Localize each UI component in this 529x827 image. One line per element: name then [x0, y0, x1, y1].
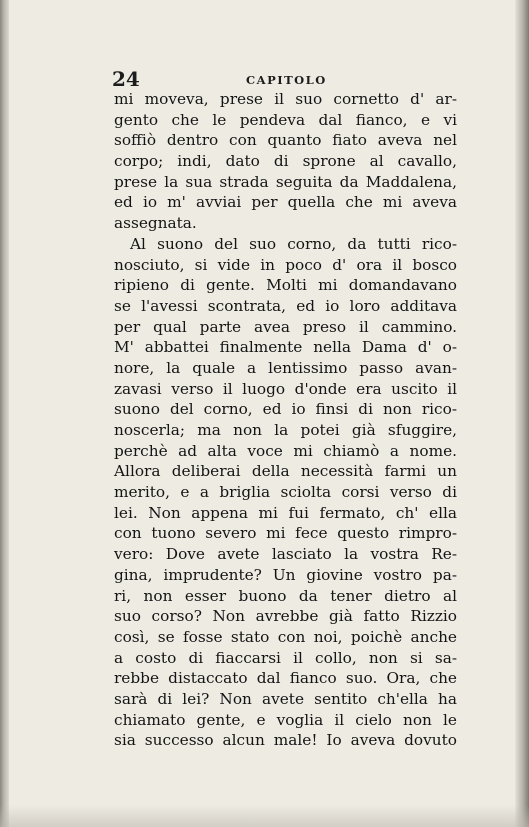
text-line: sia successo alcun male! Io aveva dovuto: [114, 731, 457, 750]
text-line: ripieno di gente. Molti mi domandavano: [114, 276, 457, 295]
text-line: perchè ad alta voce mi chiamò a nome.: [114, 441, 457, 460]
text-line: suono del corno, ed io finsi di non rico-: [114, 400, 457, 419]
text-line: nore, la quale a lentissimo passo avan-: [114, 358, 457, 377]
text-line: M' abbattei finalmente nella Dama d' o-: [114, 338, 457, 357]
text-line: per qual parte avea preso il cammino.: [114, 317, 457, 336]
running-head: CAPITOLO: [246, 73, 327, 87]
text-line: zavasi verso il luogo d'onde era uscito il: [114, 379, 457, 398]
text-line: Al suono del suo corno, da tutti rico-: [130, 234, 457, 253]
text-line: rebbe distaccato dal fianco suo. Ora, che: [114, 669, 457, 688]
text-line: nosciuto, si vide in poco d' ora il bosco: [114, 255, 457, 274]
text-line: gina, imprudente? Un giovine vostro pa-: [114, 565, 457, 584]
page-bottom-shade: [0, 805, 529, 827]
text-line: ri, non esser buono da tener dietro al: [114, 586, 457, 605]
text-line: merito, e a briglia sciolta corsi verso di: [114, 483, 457, 502]
text-line: chiamato gente, e voglia il cielo non le: [114, 710, 457, 729]
text-line: così, se fosse stato con noi, poichè anche: [114, 627, 457, 646]
text-line: mi moveva, prese il suo cornetto d' ar-: [114, 90, 457, 108]
text-line: prese la sua strada seguita da Maddalena,: [114, 172, 457, 191]
text-line: a costo di fiaccarsi il collo, non si sa-: [114, 648, 457, 667]
text-line: gento che le pendeva dal fianco, e vi: [114, 110, 457, 129]
page-number: 24: [112, 67, 140, 91]
text-line: noscerla; ma non la potei già sfuggire,: [114, 421, 457, 439]
text-line: soffiò dentro con quanto fiato aveva nel: [114, 131, 457, 150]
page-header: [112, 69, 452, 91]
text-line: assegnata.: [114, 214, 197, 233]
page-left-edge-shadow: [0, 0, 9, 827]
text-line: sarà di lei? Non avete sentito ch'ella ha: [114, 689, 457, 708]
text-line: Allora deliberai della necessità farmi un: [114, 462, 457, 481]
text-line: vero: Dove avete lasciato la vostra Re-: [114, 545, 457, 564]
text-line: suo corso? Non avrebbe già fatto Rizzio: [114, 607, 457, 626]
text-line: lei. Non appena mi fui fermato, ch' ella: [114, 503, 457, 522]
text-line: con tuono severo mi fece questo rimpro-: [114, 524, 457, 543]
body-text: [114, 89, 457, 751]
text-line: corpo; indi, dato di sprone al cavallo,: [114, 152, 457, 171]
page-right-edge-shadow: [515, 0, 529, 827]
text-line: se l'avessi scontrata, ed io loro additava: [114, 296, 457, 315]
text-line: ed io m' avviai per quella che mi aveva: [114, 193, 457, 212]
